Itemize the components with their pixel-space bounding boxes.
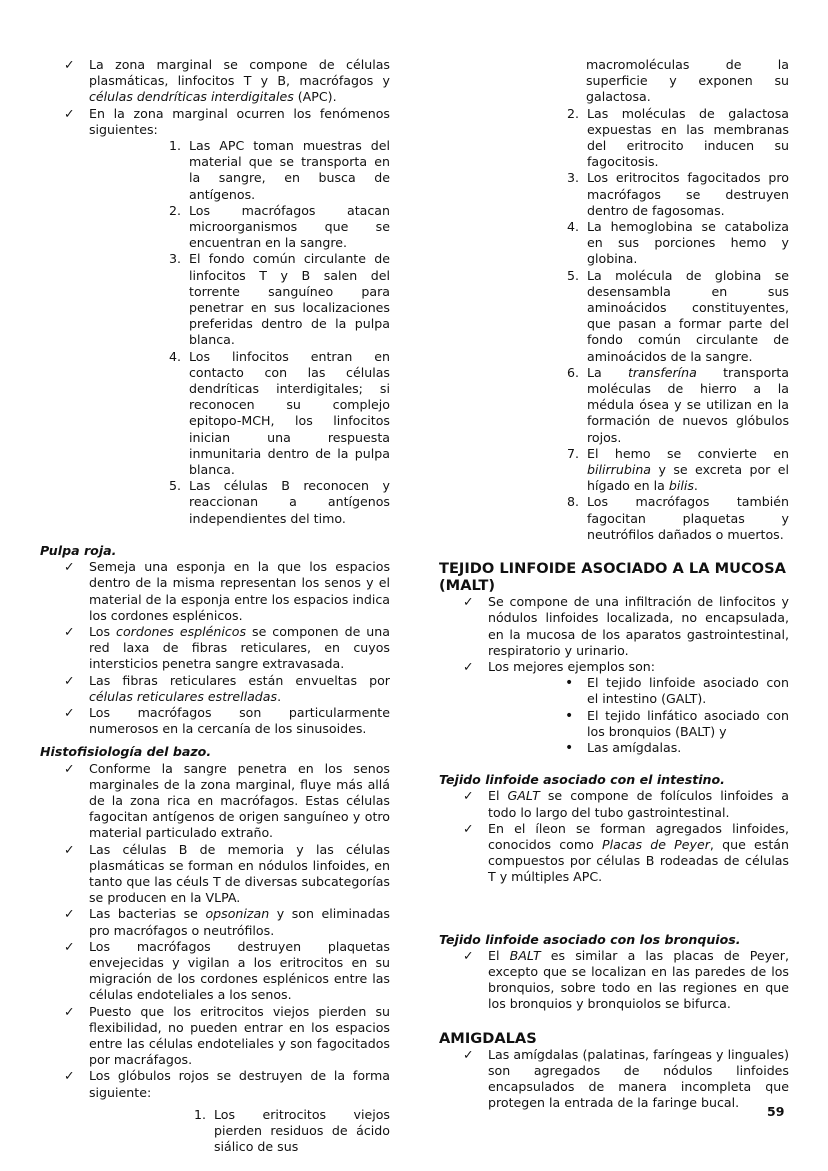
galt-list <box>439 788 789 885</box>
list-item: • Las amígdalas. <box>562 740 789 756</box>
page-number: 59 <box>767 1104 785 1119</box>
list-item: 2. Las moléculas de galactosa expuestas en las membranas del eritrocito inducen su fagocitosis. <box>566 105 789 170</box>
list-item: 5. La molécula de globina se desensambla en sus aminoácidos constituyentes, que pasan a formar parte del fondo común circulante de aminoácidos de la sangre. <box>566 267 789 364</box>
list-item: ✓ Los macrófagos son particularmente numerosos en la cercanía de los sinusoides. <box>40 705 390 737</box>
balt-list <box>439 948 789 1013</box>
section-title-amigdalas: AMIGDALAS <box>439 1029 537 1047</box>
list-item: ✓ Los glóbulos rojos se destruyen de la forma siguiente: <box>40 1068 390 1100</box>
destroy-list-start <box>40 1107 390 1156</box>
intro-list <box>40 57 390 138</box>
list-item: 2. Los macrófagos atacan microorganismos que se encuentran en la sangre. <box>168 202 390 251</box>
destroy-list-continuation: macromoléculas de la superficie y exponen su galactosa. <box>586 57 789 105</box>
list-item: ✓ El GALT se compone de folículos linfoides a todo lo largo del tubo gastrointestinal. <box>439 788 789 820</box>
section-title-malt: TEJIDO LINFOIDE ASOCIADO A LA MUCOSA (MALT) <box>439 560 786 595</box>
malt-list <box>439 594 789 675</box>
list-item: 3. El fondo común circulante de linfocitos T y B salen del torrente sanguíneo para penetrar en sus localizaciones preferidas dentro de la pulpa blanca. <box>168 251 390 348</box>
list-item: 7. El hemo se convierte en bilirrubina y se excreta por el hígado en la bilis. <box>566 445 789 494</box>
list-item: 4. La hemoglobina se cataboliza en sus porciones hemo y globina. <box>566 219 789 267</box>
list-item: ✓ En el íleon se forman agregados linfoides, conocidos como Placas de Peyer, que están compuestos por células B rodeadas de células T y múltiples APC. <box>439 821 789 886</box>
section-title-balt: Tejido linfoide asociado con los bronquios. <box>439 931 741 947</box>
list-item: ✓ Puesto que los eritrocitos viejos pierden su flexibilidad, no pueden entrar en los espacios entre las células endoteliales y son fagocitados por macráfagos. <box>40 1004 390 1069</box>
amigdalas-list <box>439 1047 789 1112</box>
section-title-galt: Tejido linfoide asociado con el intestino. <box>439 772 725 788</box>
list-item: ✓ Los cordones esplénicos se componen de una red laxa de fibras reticulares, en cuyos intersticios penetra sangre extravasada. <box>40 624 390 673</box>
list-item: ✓ Se compone de una infiltración de linfocitos y nódulos linfoides localizada, no encapsulada, en la mucosa de los aparatos gastrointestinal, respiratorio y urinario. <box>439 594 789 659</box>
list-item: ✓ La zona marginal se compone de células plasmáticas, linfocitos T y B, macrófagos y células dendríticas interdigitales (APC). <box>40 57 390 106</box>
list-item: ✓ Conforme la sangre penetra en los senos marginales de la zona marginal, fluye más allá de la zona rica en macrófagos. Estas células fagocitan antígenos de origen sanguíneo y otro material particulado extraño. <box>40 761 390 842</box>
list-item: • El tejido linfático asociado con los bronquios (BALT) y <box>562 708 789 740</box>
phenomena-list <box>40 138 390 527</box>
list-item: ✓ Las fibras reticulares están envueltas por células reticulares estrelladas. <box>40 673 390 705</box>
list-item: 1. Las APC toman muestras del material que se transporta en la sangre, en busca de antígenos. <box>168 138 390 202</box>
list-item: ✓ Las bacterias se opsonizan y son eliminadas pro macrófagos o neutrófilos. <box>40 906 390 938</box>
histo-list <box>40 761 390 1101</box>
list-item: ✓ Los mejores ejemplos son: <box>439 659 789 675</box>
list-item: 4. Los linfocitos entran en contacto con las células dendríticas interdigitales; si reconocen su complejo epitopo-MCH, los linfocitos inician una respuesta inmunitaria dentro de la pulpa blanca. <box>168 348 390 478</box>
section-title-pulpa-roja: Pulpa roja. <box>40 542 117 558</box>
list-item: 6. La transferína transporta moléculas de hierro a la médula ósea y se utilizan en la formación de nuevos glóbulos rojos. <box>566 364 789 445</box>
destroy-list <box>439 106 789 543</box>
list-item: 3. Los eritrocitos fagocitados pro macrófagos se destruyen dentro de fagosomas. <box>566 170 789 218</box>
pulpa-list <box>40 559 390 737</box>
list-item: 8. Los macrófagos también fagocitan plaquetas y neutrófilos dañados o muertos. <box>566 494 789 542</box>
list-item: • El tejido linfoide asociado con el intestino (GALT). <box>562 675 789 707</box>
list-item: ✓ Semeja una esponja en la que los espacios dentro de la misma representan los senos y el material de la esponja entre los espacios indica los cordones esplénicos. <box>40 559 390 624</box>
list-item: ✓ En la zona marginal ocurren los fenómenos siguientes: <box>40 106 390 138</box>
list-item: 5. Las células B reconocen y reaccionan a antígenos independientes del timo. <box>168 478 390 526</box>
list-item: ✓ Las células B de memoria y las células plasmáticas se forman en nódulos linfoides, en tanto que las céuls T de diversas subcategorías se producen en la VLPA. <box>40 842 390 907</box>
list-item: 1. Los eritrocitos viejos pierden residuos de ácido siálico de sus <box>193 1106 390 1155</box>
list-item: ✓ Las amígdalas (palatinas, faríngeas y linguales) son agregados de nódulos linfoides encapsulados de manera incompleta que protegen la entrada de la faringe bucal. <box>439 1047 789 1112</box>
left-column <box>40 57 390 1155</box>
list-item: ✓ Los macrófagos destruyen plaquetas envejecidas y vigilan a los eritrocitos en su migración de los cordones esplénicos entre las células endoteliales a los senos. <box>40 939 390 1004</box>
examples-list <box>439 675 789 756</box>
right-column <box>439 57 789 1111</box>
section-title-histofisiologia: Histofisiología del bazo. <box>40 744 212 760</box>
list-item: ✓ El BALT es similar a las placas de Peyer, excepto que se localizan en las paredes de los bronquios, sobre todo en las regiones en que los bronquios y bronquiolos se bifurca. <box>439 948 789 1013</box>
